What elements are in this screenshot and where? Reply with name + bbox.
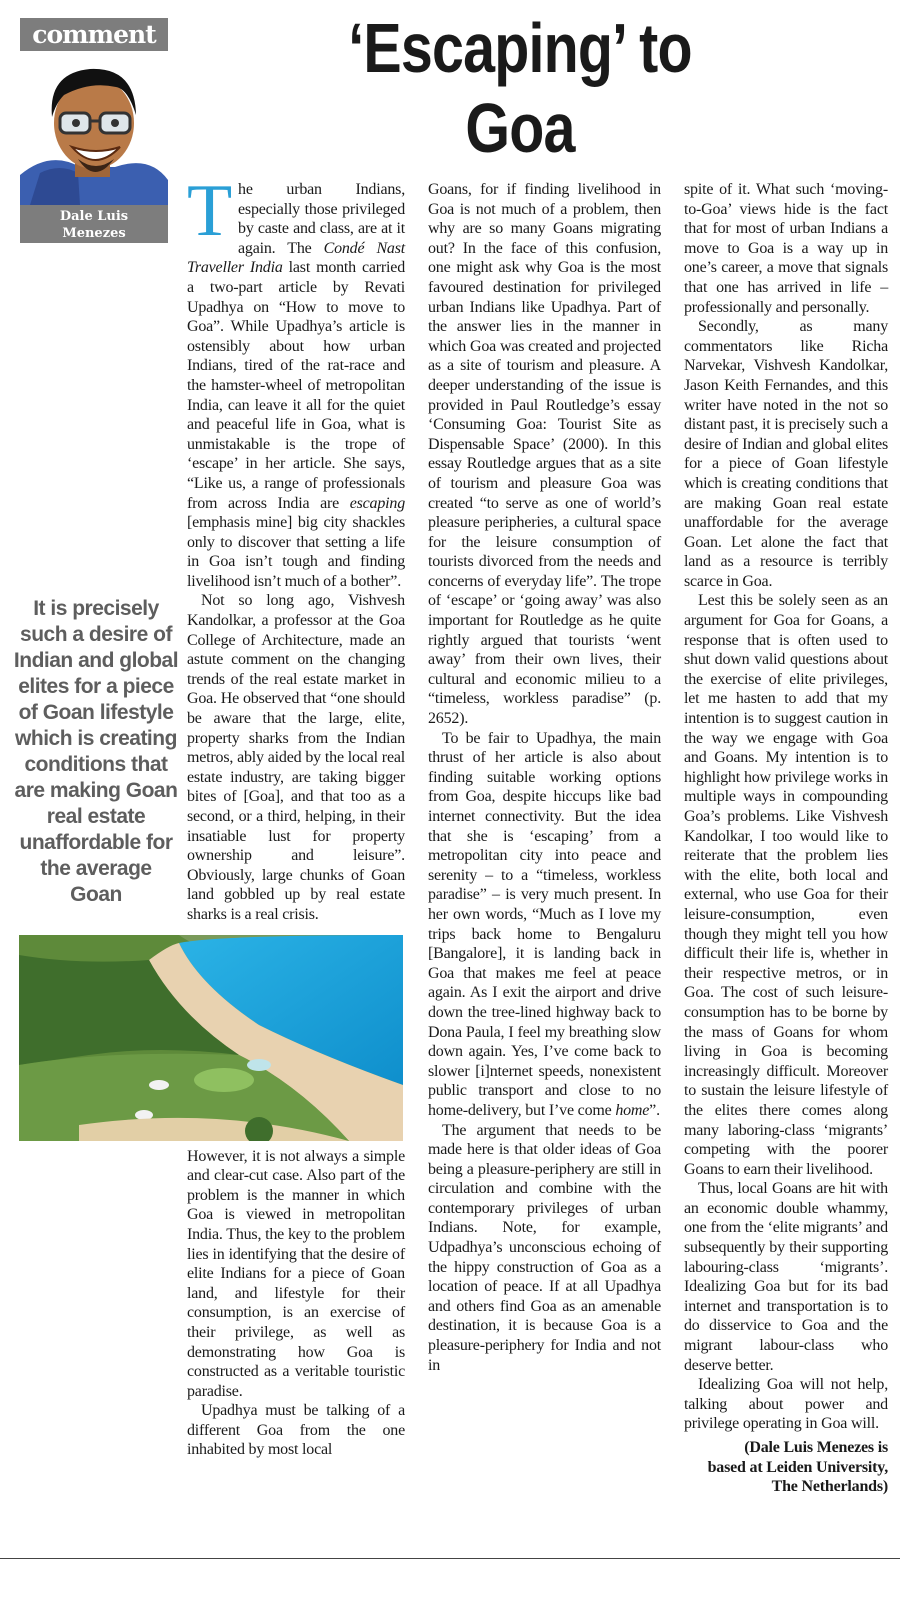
section-label: comment <box>20 18 168 51</box>
article-column-2 <box>428 180 661 1375</box>
article-column-3 <box>684 180 888 1434</box>
text: Goans, for if finding livelihood in Goa is not much of a problem, then why are so many Goans migrating out? In the face of this confusion, one might ask why Goa is the most favoured destination for privileged urban Indians like Upadhya. Part of the answer lies in the manner in which Goa was created and projected as a site of tourism and pleasure. A deeper understanding of the issue is provided in Paul Routledge’s essay ‘Consuming Goa: Tourist Site as Dispensable Space’ (2000). In this essay Routledge argues that as a site of tourism and pleasure Goa was created “to serve as one of world’s pleasure peripheries, a cultural space for the leisure consumption of tourists divorced from the needs and concerns of everyday life”. The trope of ‘escape’ or ‘going away’ was also important for Routledge as he quite rightly argued that tourists ‘went away’ from their own lives, their cultural and economic milieu to a “timeless, workless paradise” (p. 2652). <box>428 181 661 728</box>
text: he urban Indians, especially those privileged by caste and class, are at it again. The <box>238 181 405 257</box>
bottom-rule <box>0 1558 900 1559</box>
left-top-row <box>12 170 405 925</box>
text: Secondly, as many commentators like Richa Narvekar, Vishvesh Kandolkar, Jason Keith Fernandes, and this writer have noted in the not so distant past, it is precisely such a desire of Indian and global elites for a piece of Goan lifestyle which is creating conditions that are making Goan real estate unaffordable for the average Goan. Let alone the fact that land as a resource is terribly scarce in Goa. <box>684 318 888 590</box>
text: [emphasis mine] big city shackles only to discover that setting a life in Goa isn’t tough and finding livelihood isn’t much of a bother”. <box>187 514 405 590</box>
text: ”. <box>649 1101 660 1119</box>
paragraph <box>684 1375 888 1434</box>
author-name-line1: Dale Luis <box>59 209 129 224</box>
text: Upadhya must be talking of a different Goa from the one inhabited by most local <box>187 1402 405 1459</box>
paragraph <box>684 1179 888 1375</box>
article-column-3-wrap <box>684 180 888 1497</box>
text: last month carried a two-part article by Revati Upadhya on “How to move to Goa”. While Upadhya’s article is ostensibly about how urban Indians, tired of the rat-race and the hamster-wheel of metropolitan India, can leave it all for the quiet and peaceful life in Goa, what is unmistakable is the trope of ‘escape’ in her article. She says, “Like us, a range of professionals from across India are <box>187 259 405 512</box>
text: To be fair to Upadhya, the main thrust of her article is also about finding suitable working options from Goa, despite hiccups like bad internet connectivity. But the idea that she is ‘escaping’ from a metropolitan city into peace and serenity – to a “timeless, workless paradise” – is very much present. In her own words, “Much as I love my trips back home to Bengaluru [Bangalore], it is landing back in Goa that makes me feel at peace again. As I exit the airport and drive down the tree-lined highway back to Dona Paula, I feel my breathing slow down again. Yes, I’ve come back to slower [i]nternet speeds, nonexistent public transport and close to no home-delivery, but I’ve come <box>428 729 661 1119</box>
text: Thus, local Goans are hit with an economic double whammy, one from the ‘elite migrants’ and subsequently by their supporting labouring-class ‘migrants’. Idealizing Goa but for its bad internet and transportation is to do disservice to Goa and the migrant labour-class who deserve better. <box>684 1180 888 1374</box>
text: spite of it. What such ‘moving-to-Goa’ views hide is the fact that for most of urban Indians a move to Goa is a way up in one’s career, a move that signals that one has arrived in life – professionally and personally. <box>684 181 888 316</box>
paragraph <box>187 591 405 924</box>
italic-text: home <box>615 1101 650 1119</box>
author-note-line1: (Dale Luis Menezes is <box>744 1439 888 1456</box>
pull-quote-cell <box>12 180 180 908</box>
paragraph <box>684 591 888 1179</box>
text: However, it is not always a simple and clear-cut case. Also part of the problem is the manner in which Goa is viewed in metropolitan India. Thus, the key to the problem lies in identifying that the desire of elite Indians for a piece of Goan land, and lifestyle for their consumption, is an exercise of their privilege, as well as demonstrating how Goa is constructed as a veritable touristic paradise. <box>187 1147 405 1400</box>
paragraph <box>187 170 405 591</box>
article-column-1-top <box>187 170 405 925</box>
paragraph <box>187 1401 405 1460</box>
paragraph <box>428 180 661 729</box>
italic-text: escaping <box>349 494 405 512</box>
article-title: ‘Escaping’ to Goa <box>348 9 692 167</box>
text: Not so long ago, Vishvesh Kandolkar, a professor at the Goa College of Architecture, made an astute comment on the changing trends of the real estate market in Goa. He observed that “one should be aware that the large, elite, property sharks from the Indian metros, ably aided by the local real estate industry, are taking bigger bites of [Goa], and that too as a second, or a third, helping, in their insatiable lust for property ownership and leisure”. Obviously, large chunks of Goan land gobbled up by real estate sharks is a real crisis. <box>187 592 405 923</box>
author-name-line2: Menezes <box>62 226 126 241</box>
goa-beach-aerial-photo <box>19 935 403 1141</box>
italic-text: Condé Nast Traveller India <box>187 239 405 277</box>
paragraph <box>684 317 888 591</box>
author-note-line2: based at Leiden University, <box>707 1458 888 1476</box>
text: Idealizing Goa will not help, talking about power and privilege operating in Goa will. <box>684 1376 888 1433</box>
paragraph <box>187 1147 405 1402</box>
text: Lest this be solely seen as an argument for Goa for Goans, a response that is often used to shut down valid questions about the exercise of elite privileges, let me hasten to add that my intention is to suggest caution in the way we engage with Goa and Goans. My intention is to highlight how privilege works in multiple ways in compounding Goa’s problems. Like Vishvesh Kandolkar, I too would like to reiterate that the problem lies with the elite, both local and external, who use Goa for their leisure-consumption, even though they might tell you how difficult their life is, whether in their respective metros, or in Goa. The cost of such leisure-consumption has to be borne by the mass of Goans for whom living in Goa is becoming increasingly difficult. Moreover to sustain the leisure lifestyle of the elites there comes along many laboring-class ‘migrants’ competing with the poorer Goans to earn their livelihood. <box>684 592 888 1178</box>
paragraph <box>684 180 888 317</box>
drop-cap: T <box>187 170 233 252</box>
paragraph <box>428 729 661 1121</box>
pull-quote: It is precisely such a desire of Indian and global elites for a piece of Goan lifestyle which is creating conditions that are making Goan real estate unaffordable for the average Goan <box>13 597 179 906</box>
paragraph <box>428 1121 661 1376</box>
text: The argument that needs to be made here is that older ideas of Goa being a pleasure-periphery are still in circulation and combine with the contemporary privileges of urban Indians. Note, for example, Udpadhya’s unconscious echoing of the hippy construction of Goa as a location of peace. If at all Upadhya and others find Goa as an amenable destination, it is because Goa is a pleasure-periphery for India and not in <box>428 1121 661 1374</box>
author-note <box>684 1438 888 1497</box>
article-column-1-bottom <box>187 1147 405 1461</box>
author-note-line3: The Netherlands) <box>771 1478 888 1496</box>
left-area <box>12 170 405 1460</box>
